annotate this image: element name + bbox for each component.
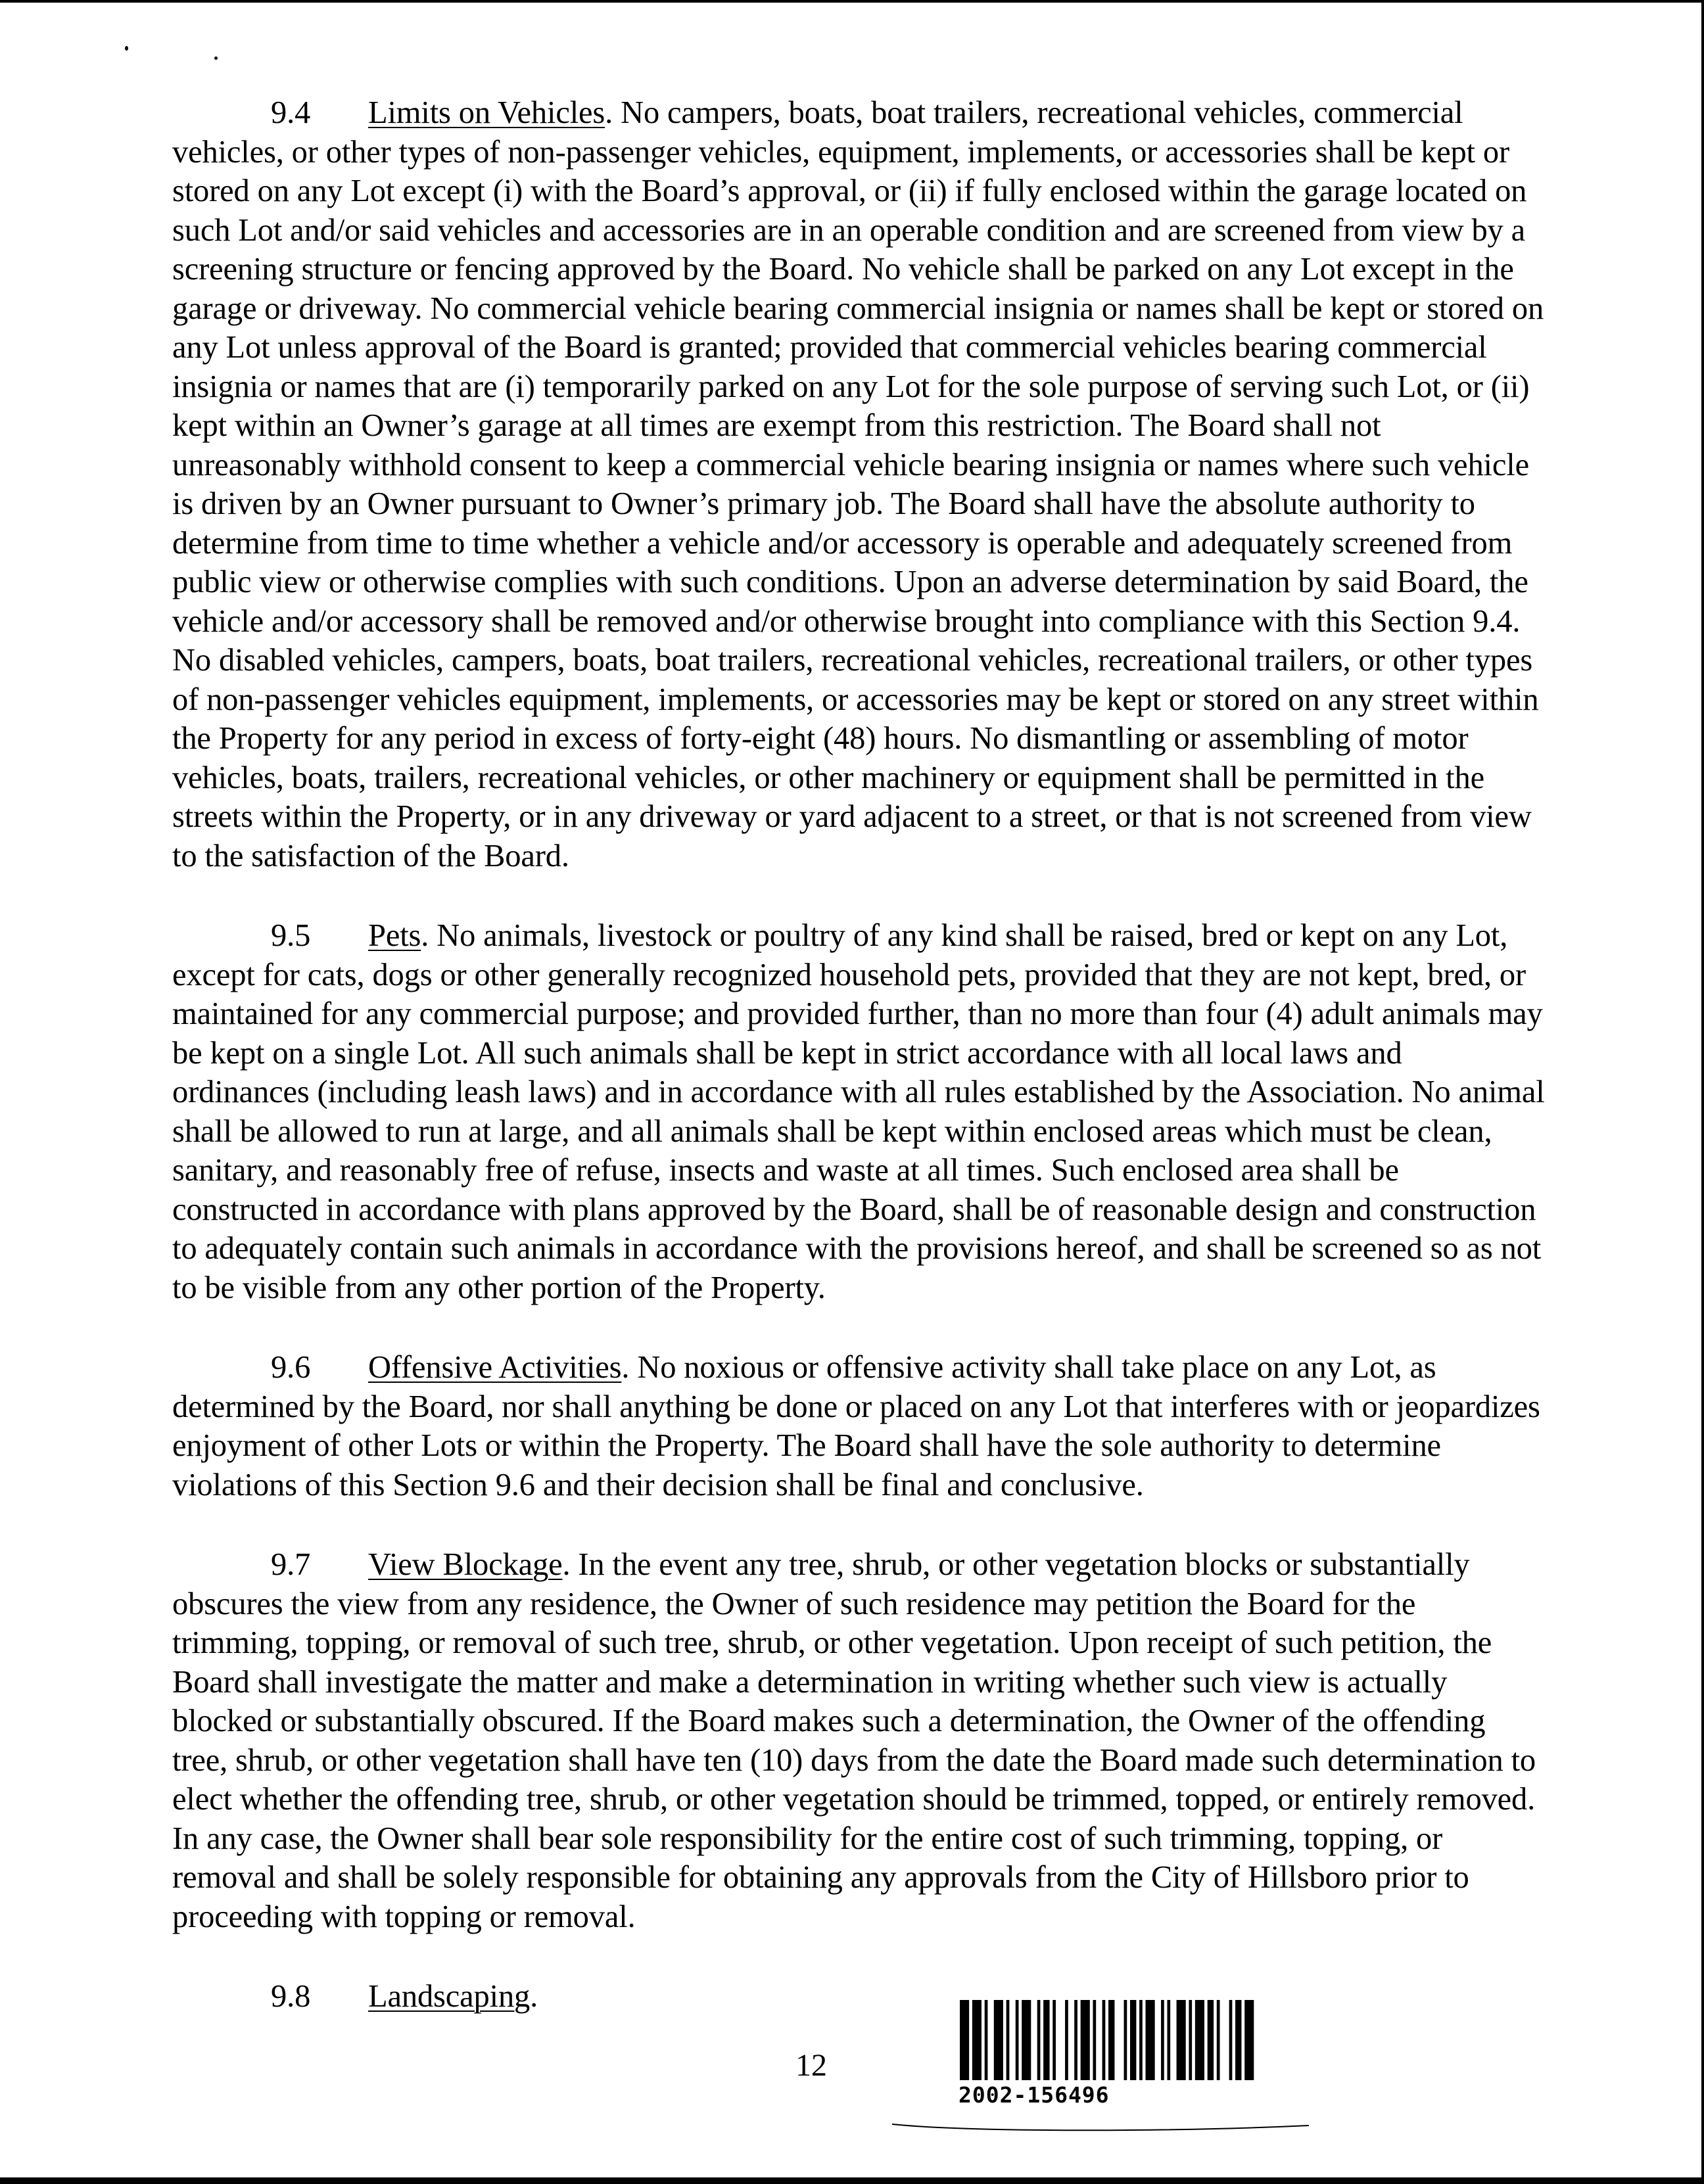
- section-9-5: [172, 916, 1546, 1307]
- barcode-bar: [1065, 2000, 1068, 2080]
- barcode-bar: [1167, 2000, 1170, 2080]
- barcode-bar: [1124, 2000, 1127, 2080]
- barcode-bar: [1189, 2000, 1192, 2080]
- barcode-bar: [1006, 2000, 1010, 2080]
- barcode-bar: [1108, 2000, 1114, 2080]
- section-9-6: [172, 1348, 1546, 1504]
- section-title: Offensive Activities: [368, 1350, 622, 1385]
- barcode-bar: [1043, 2000, 1049, 2080]
- page-number: 12: [795, 2048, 827, 2083]
- section-9-8: [172, 1977, 1546, 2016]
- barcode-bar: [1093, 2000, 1096, 2080]
- scan-speck: [214, 57, 218, 60]
- barcode-bar: [1016, 2000, 1019, 2080]
- section-title: Limits on Vehicles: [368, 95, 605, 130]
- barcode-bar: [1229, 2000, 1233, 2080]
- barcode-bar: [1146, 2000, 1155, 2080]
- barcode-bar: [972, 2000, 982, 2080]
- barcode-bar: [1244, 2000, 1254, 2080]
- barcode-bar: [985, 2000, 988, 2080]
- barcode-bar: [1130, 2000, 1136, 2080]
- section-title: Pets: [368, 918, 421, 953]
- barcode-bar: [1074, 2000, 1077, 2080]
- section-title: View Blockage: [368, 1547, 563, 1582]
- section-number: 9.8: [271, 1979, 311, 2014]
- barcode-bar: [1235, 2000, 1241, 2080]
- barcode-bar: [1037, 2000, 1041, 2080]
- barcode-bar: [1139, 2000, 1143, 2080]
- barcode-bar: [1217, 2000, 1220, 2080]
- section-number: 9.5: [271, 918, 311, 953]
- section-9-7: [172, 1545, 1546, 1936]
- section-9-4: [172, 93, 1546, 875]
- section-text: .: [530, 1979, 538, 2014]
- section-number: 9.6: [271, 1350, 311, 1385]
- recording-barcode: [960, 2000, 1257, 2080]
- barcode-bar: [1081, 2000, 1090, 2080]
- barcode-number: 2002-156496: [958, 2082, 1110, 2108]
- barcode-bar: [1161, 2000, 1164, 2080]
- section-text: . No noxious or offensive activity shall take place on any Lot, as determined by the Board, nor shall anything be done or placed on any Lot that interferes with or jeopardizes enjoyment of other Lots or within the Property. The Board shall have the sole authority to determine violations of this Section 9.6 and their decision shall be final and conclusive.: [172, 1350, 1540, 1502]
- section-number: 9.4: [271, 95, 311, 130]
- barcode-bar: [960, 2000, 969, 2080]
- section-text: . No animals, livestock or poultry of any kind shall be raised, bred or kept on any Lot, except for cats, dogs or other generally recognized household pets, provided that they are not kept, bred, or maintained for any commercial purpose; and provided further, than no more than four (4) adult animals may be kept on a single Lot. All such animals shall be kept in strict accordance with all local laws and ordinances (including leash laws) and in accordance with all rules established by the Association. No animal shall be allowed to run at large, and all animals shall be kept within enclosed areas which must be clean, sanitary, and reasonably free of refuse, insects and waste at all times. Such enclosed area shall be constructed in accordance with plans approved by the Board, shall be of reasonable design and construction to adequately contain such animals in accordance with the provisions hereof, and shall be screened so as not to be visible from any other portion of the Property.: [172, 918, 1545, 1305]
- stamp-underline: [891, 2122, 1312, 2133]
- document-body: [172, 93, 1546, 2057]
- section-text: . In the event any tree, shrub, or other vegetation blocks or substantially obscures the view from any residence, the Owner of such residence may petition the Board for the trimming, topping, or removal of such tree, shrub, or other vegetation. Upon receipt of such petition, the Board shall investigate the matter and make a determination in writing whether such view is actually blocked or substantially obscured. If the Board makes such a determination, the Owner of the offending tree, shrub, or other vegetation shall have ten (10) days from the date the Board made such determination to elect whether the offending tree, shrub, or other vegetation should be trimmed, topped, or entirely removed. In any case, the Owner shall bear sole responsibility for the entire cost of such trimming, topping, or removal and shall be solely responsible for obtaining any approvals from the City of Hillsboro prior to proceeding with topping or removal.: [172, 1547, 1536, 1934]
- barcode-bar: [1102, 2000, 1106, 2080]
- section-number: 9.7: [271, 1547, 311, 1582]
- barcode-bar: [1195, 2000, 1204, 2080]
- section-title: Landscaping: [368, 1979, 531, 2014]
- barcode-bar: [1053, 2000, 1056, 2080]
- barcode-bar: [1177, 2000, 1186, 2080]
- barcode-bar: [1022, 2000, 1031, 2080]
- scan-speck: [125, 46, 128, 51]
- barcode-bar: [994, 2000, 1003, 2080]
- section-text: . No campers, boats, boat trailers, recreational vehicles, commercial vehicles, or other types of non-passenger vehicles, equipment, implements, or accessories shall be kept or stored on any Lot except (i) with the Board’s approval, or (ii) if fully enclosed within the garage located on such Lot and/or said vehicles and accessories are in an operable condition and are screened from view by a screening structure or fencing approved by the Board. No vehicle shall be parked on any Lot except in the garage or driveway. No commercial vehicle bearing commercial insignia or names shall be kept or stored on any Lot unless approval of the Board is granted; provided that commercial vehicles bearing commercial insignia or names that are (i) temporarily parked on any Lot for the sole purpose of serving such Lot, or (ii) kept within an Owner’s garage at all times are exempt from this restriction. The Board shall not unreasonably withhold consent to keep a commercial vehicle bearing insignia or names where such vehicle is driven by an Owner pursuant to Owner’s primary job. The Board shall have the absolute authority to determine from time to time whether a vehicle and/or accessory is operable and adequately screened from public view or otherwise complies with such conditions. Upon an adverse determination by said Board, the vehicle and/or accessory shall be removed and/or otherwise brought into compliance with this Section 9.4. No disabled vehicles, campers, boats, boat trailers, recreational vehicles, recreational trailers, or other types of non-passenger vehicles equipment, implements, or accessories may be kept or stored on any street within the Property for any period in excess of forty-eight (48) hours. No dismantling or assembling of motor vehicles, boats, trailers, recreational vehicles, or other machinery or equipment shall be permitted in the streets within the Property, or in any driveway or yard adjacent to a street, or that is not screened from view to the satisfaction of the Board.: [172, 95, 1544, 873]
- barcode-bar: [1208, 2000, 1214, 2080]
